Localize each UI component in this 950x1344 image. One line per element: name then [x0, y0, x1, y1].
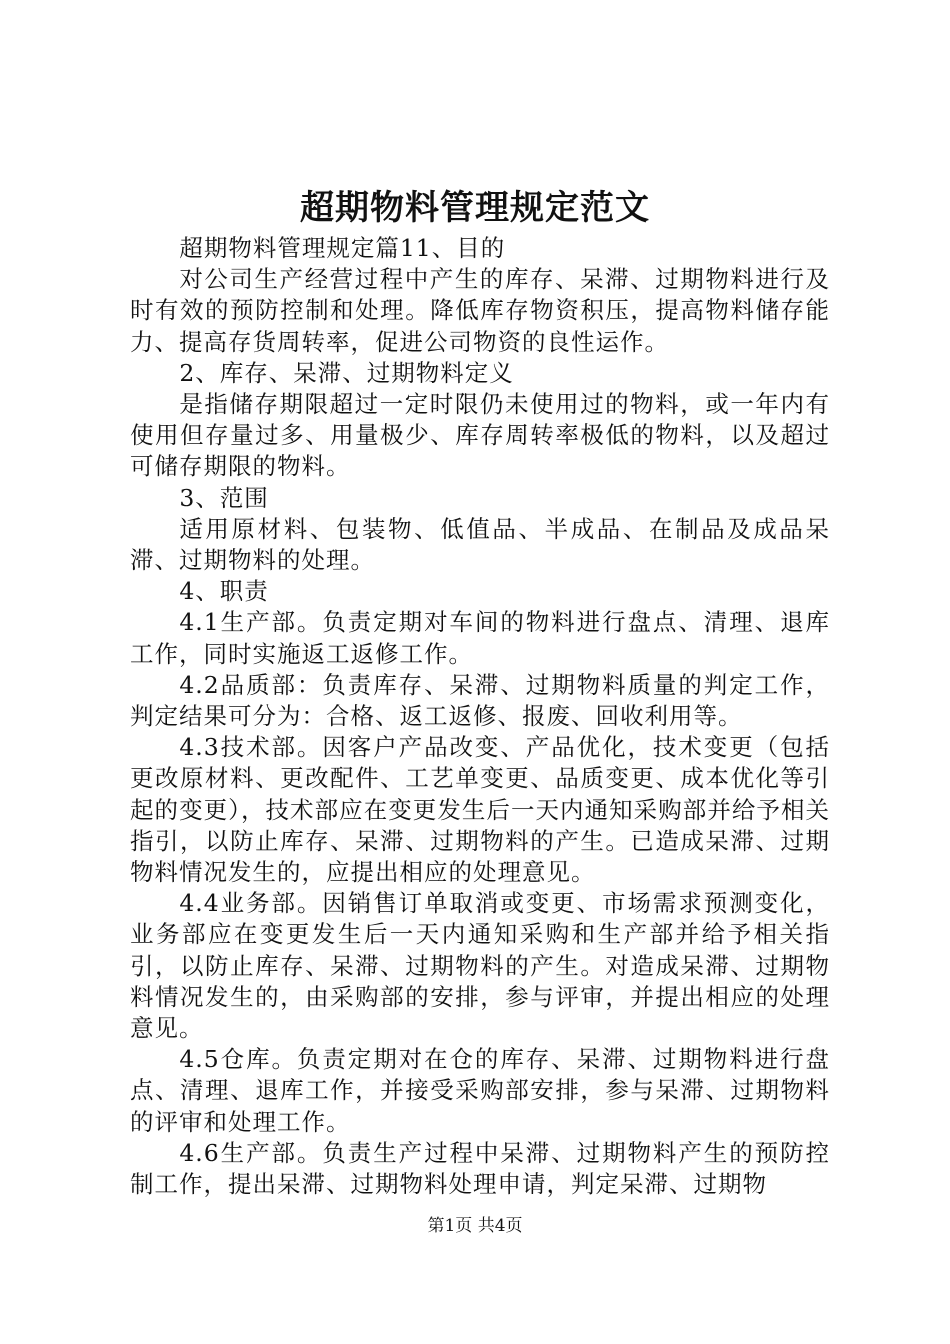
page-number-footer: 第1页 共4页 [427, 1216, 523, 1236]
paragraph: 4.4业务部。因销售订单取消或变更、市场需求预测变化，业务部应在变更发生后一天内通知采购和生产部并给予相关指引，以防止库存、呆滞、过期物料的产生。对造成呆滞、过期物料情况发生的，由采购部的安排，参与评审，并提出相应的处理意见。 [130, 889, 830, 1043]
paragraph: 4.1生产部。负责定期对车间的物料进行盘点、清理、退库工作，同时实施返工返修工作。 [130, 608, 830, 668]
paragraph: 4.2品质部：负责库存、呆滞、过期物料质量的判定工作，判定结果可分为：合格、返工返修、报废、回收利用等。 [130, 670, 830, 731]
document-body [130, 233, 830, 1200]
paragraph: 超期物料管理规定篇11、目的 [179, 234, 506, 262]
document-title: 超期物料管理规定范文 [300, 188, 650, 228]
paragraph: 4.6生产部。负责生产过程中呆滞、过期物料产生的预防控制工作，提出呆滞、过期物料处理申请，判定呆滞、过期物 [130, 1138, 830, 1199]
paragraph: 是指储存期限超过一定时限仍未使用过的物料，或一年内有使用但存量过多、用量极少、库存周转率极低的物料，以及超过可储存期限的物料。 [130, 390, 830, 481]
paragraph: 2、库存、呆滞、过期物料定义 [179, 358, 514, 387]
paragraph: 4、职责 [179, 577, 269, 606]
paragraph: 适用原材料、包装物、低值品、半成品、在制品及成品呆滞、过期物料的处理。 [130, 514, 830, 575]
paragraph: 4.5仓库。负责定期对在仓的库存、呆滞、过期物料进行盘点、清理、退库工作，并接受采购部安排，参与呆滞、过期物料的评审和处理工作。 [130, 1045, 830, 1136]
paragraph: 对公司生产经营过程中产生的库存、呆滞、过期物料进行及时有效的预防控制和处理。降低库存物资积压，提高物料储存能力、提高存货周转率，促进公司物资的良性运作。 [130, 265, 830, 356]
paragraph: 4.3技术部。因客户产品改变、产品优化，技术变更（包括更改原材料、更改配件、工艺单变更、品质变更、成本优化等引起的变更），技术部应在变更发生后一天内通知采购部并给予相关指引，以防止库存、呆滞、过期物料的产生。已造成呆滞、过期物料情况发生的，应提出相应的处理意见。 [130, 733, 830, 887]
paragraph: 3、范围 [179, 483, 269, 512]
